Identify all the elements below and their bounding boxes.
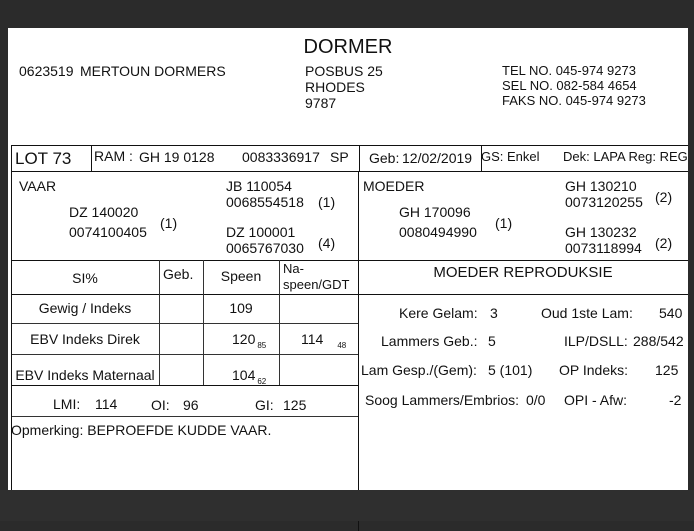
reproduction-title: MOEDER REPRODUKSIE <box>433 264 613 281</box>
op-label: OP Indeks: <box>559 362 629 378</box>
divider <box>11 294 358 295</box>
kere-value: 3 <box>490 305 498 321</box>
birth-status: GS: Enkel <box>481 149 540 164</box>
dam-dam-mark: (2) <box>655 235 673 251</box>
sire-number: 0074100405 <box>69 224 147 240</box>
breeder-name: MERTOUN DORMERS <box>80 63 226 79</box>
divider <box>11 416 358 417</box>
sire-dam-mark: (4) <box>318 235 336 251</box>
remarks-text: BEPROEFDE KUDDE VAAR. <box>87 422 272 438</box>
lmi-value: 114 <box>95 396 118 412</box>
ram-number: 0083336917 <box>242 149 320 165</box>
address-line-2: RHODES <box>305 79 365 95</box>
dam-sire-mark: (2) <box>655 189 673 205</box>
gewig-speen-value <box>203 300 279 316</box>
sire-dam-id: DZ 100001 <box>226 224 296 240</box>
sire-id: DZ 140020 <box>69 204 139 220</box>
ebv-direk-speen-value <box>232 331 266 350</box>
soog-label: Soog Lammers/Embrios: <box>365 392 520 408</box>
dam-number: 0080494990 <box>399 224 477 240</box>
dam-dam-number: 0073118994 <box>565 240 642 256</box>
divider <box>358 171 359 531</box>
oi-label: OI: <box>151 397 170 413</box>
geb-header: Geb. <box>163 266 194 282</box>
sire-dam-number: 0065767030 <box>226 240 304 256</box>
ebv-maternaal-speen-value <box>232 367 266 386</box>
address-line-3: 9787 <box>305 95 337 111</box>
lammers-label: Lammers Geb.: <box>381 333 478 349</box>
ebv-direk-speen: 120 <box>232 331 256 347</box>
dam-id: GH 170096 <box>399 204 471 220</box>
divider <box>11 260 688 261</box>
divider <box>11 385 358 386</box>
sire-sire-id: JB 110054 <box>226 178 292 194</box>
si-header: SI% <box>72 270 98 286</box>
ebv-direk-naspeen: 114 <box>301 331 324 347</box>
naspeen-header-line-1: Na- <box>283 261 304 276</box>
bottom-bar <box>0 490 694 521</box>
lot-number: LOT 73 <box>15 149 72 168</box>
ebv-direk-naspeen-value <box>301 331 346 350</box>
row-label-ebv-direk: EBV Indeks Direk <box>30 331 140 347</box>
divider <box>91 145 92 171</box>
naspeen-header-line-2: speen/GDT <box>283 277 350 292</box>
row-label-gewig: Gewig / Indeks <box>38 300 132 316</box>
divider <box>11 354 358 355</box>
fax-number: FAKS NO. 045-974 9273 <box>502 93 646 108</box>
gewig-speen: 109 <box>229 300 253 316</box>
ebv-direk-speen-accuracy: 85 <box>257 341 267 350</box>
oud-label: Oud 1ste Lam: <box>541 305 633 321</box>
divider <box>11 323 358 324</box>
soog-value: 0/0 <box>526 392 546 408</box>
divider <box>159 260 160 385</box>
gi-label: GI: <box>255 397 274 413</box>
ram-label: RAM : <box>94 148 133 164</box>
divider <box>11 171 688 172</box>
birth-label: Geb: <box>369 150 400 166</box>
dam-dam-id: GH 130232 <box>565 224 637 240</box>
card-left-edge <box>11 171 12 491</box>
cell-number: SEL NO. 082-584 4654 <box>502 78 637 93</box>
divider <box>358 294 688 295</box>
divider <box>279 260 280 385</box>
tel-number: TEL NO. 045-974 9273 <box>502 63 636 78</box>
sire-sire-number: 0068554518 <box>226 194 304 210</box>
remarks-label: Opmerking: <box>11 422 84 438</box>
dam-label: MOEDER <box>363 178 425 194</box>
birth-date: 12/02/2019 <box>402 150 473 166</box>
ebv-maternaal-speen-accuracy: 62 <box>257 377 267 386</box>
ebv-direk-naspeen-accuracy: 48 <box>337 341 347 350</box>
divider <box>11 145 688 146</box>
opi-label: OPI - Afw: <box>564 392 628 408</box>
ram-id: GH 19 0128 <box>139 149 215 165</box>
sire-label: VAAR <box>19 178 57 194</box>
lammers-value: 5 <box>488 333 496 349</box>
ram-class: SP <box>330 149 349 165</box>
lmi-label: LMI: <box>53 396 81 412</box>
sire-mark: (1) <box>160 215 178 231</box>
opi-value: -2 <box>669 392 682 408</box>
row-label-ebv-maternaal: EBV Indeks Maternaal <box>15 367 155 383</box>
sire-sire-mark: (1) <box>318 194 336 210</box>
gi-value: 125 <box>283 397 307 413</box>
remarks <box>11 422 271 438</box>
ilp-label: ILP/DSLL: <box>564 333 628 349</box>
gesp-value: 5 (101) <box>488 362 533 378</box>
gesp-label: Lam Gesp./(Gem): <box>361 362 477 378</box>
divider <box>11 145 12 171</box>
breeder-id: 0623519 <box>19 63 74 79</box>
lot-card <box>8 28 688 490</box>
dek-reg: Dek: LAPA Reg: REG <box>563 149 688 164</box>
ebv-maternaal-speen: 104 <box>232 367 256 383</box>
op-value: 125 <box>655 362 679 378</box>
dam-sire-number: 0073120255 <box>565 194 643 210</box>
card-title: DORMER <box>303 36 393 58</box>
dam-mark: (1) <box>495 215 513 231</box>
address-line-1: POSBUS 25 <box>305 63 383 79</box>
oud-value: 540 <box>659 305 683 321</box>
divider <box>359 145 360 171</box>
oi-value: 96 <box>183 397 199 413</box>
speen-header: Speen <box>220 268 262 284</box>
kere-label: Kere Gelam: <box>399 305 478 321</box>
ilp-value: 288/542 <box>633 333 684 349</box>
dam-sire-id: GH 130210 <box>565 178 637 194</box>
